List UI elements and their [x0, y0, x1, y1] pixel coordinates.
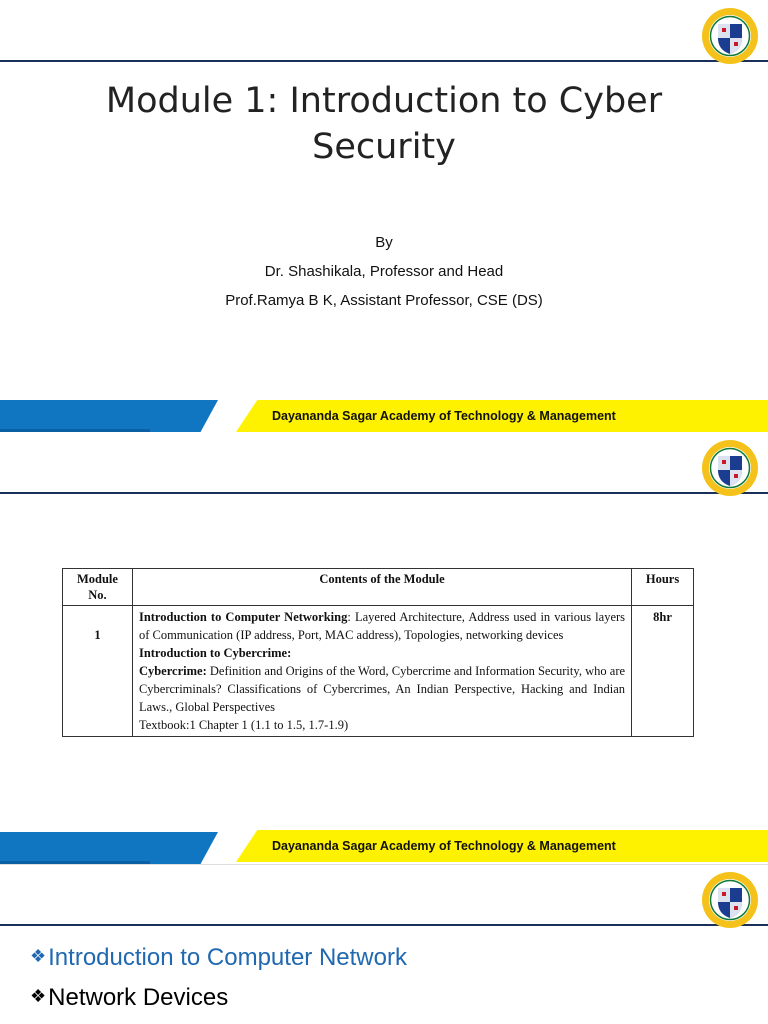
slide-title — [0, 0, 768, 432]
author-1: Dr. Shashikala, Professor and Head — [264, 263, 504, 280]
cell-contents — [132, 606, 631, 737]
bullet-text-2: Network Devices — [48, 984, 229, 1011]
header-rule — [0, 60, 768, 62]
bullet-text-1: Introduction to Computer Network — [48, 944, 407, 971]
footer-institution: Dayananda Sagar Academy of Technology & Management — [272, 409, 616, 423]
diamond-star-icon: ❖ — [30, 946, 47, 966]
textbook-reference: Textbook:1 Chapter 1 (1.1 to 1.5, 1.7-1.9) — [138, 718, 349, 732]
topic-cybercrime-intro: Introduction to Cybercrime: — [138, 646, 292, 660]
footer-blue-band — [0, 832, 218, 864]
footer-blue-band — [0, 400, 218, 432]
author-2: Prof.Ramya B K, Assistant Professor, CSE (DS) — [225, 292, 543, 309]
table-row — [63, 606, 694, 737]
slide-topics — [0, 864, 768, 1024]
header-rule — [0, 924, 768, 926]
header-rule — [0, 492, 768, 494]
title-line-1: Module 1: Introduction to Cyber — [105, 81, 663, 121]
topic-networking-text: : Layered Architecture, Address used in various layers of Communication (IP address, Port, MAC address), Topologies, networking devices — [138, 610, 626, 642]
college-crest-icon — [700, 870, 760, 930]
diamond-star-icon: ❖ — [30, 986, 47, 1006]
slide-title-text — [0, 78, 768, 170]
topic-cybercrime-text: Definition and Origins of the Word, Cybercrime and Information Security, who are Cybercriminals? Classifications of Cybercrimes, An Indian Perspective, Hacking and Indian Laws., Global Perspectives — [138, 664, 626, 714]
header-hours: Hours — [632, 569, 694, 606]
slide-syllabus — [0, 432, 768, 864]
header-module-no: Module No. — [63, 569, 133, 606]
title-line-2: Security — [312, 127, 456, 167]
cell-hours: 8hr — [632, 606, 694, 737]
college-crest-icon — [700, 438, 760, 498]
topic-cybercrime-heading: Cybercrime: — [138, 664, 207, 678]
cell-module-no: 1 — [63, 606, 133, 737]
bullet-item-1 — [30, 940, 407, 974]
header-contents: Contents of the Module — [132, 569, 631, 606]
table-header-row — [63, 569, 694, 606]
module-table — [62, 568, 694, 737]
byline — [0, 228, 768, 315]
by-label: By — [375, 234, 393, 251]
college-crest-icon — [700, 6, 760, 66]
footer-institution: Dayananda Sagar Academy of Technology & Management — [272, 839, 616, 853]
bullet-item-2 — [30, 980, 228, 1014]
slide-divider — [0, 864, 768, 865]
topic-networking-heading: Introduction to Computer Networking — [138, 610, 348, 624]
